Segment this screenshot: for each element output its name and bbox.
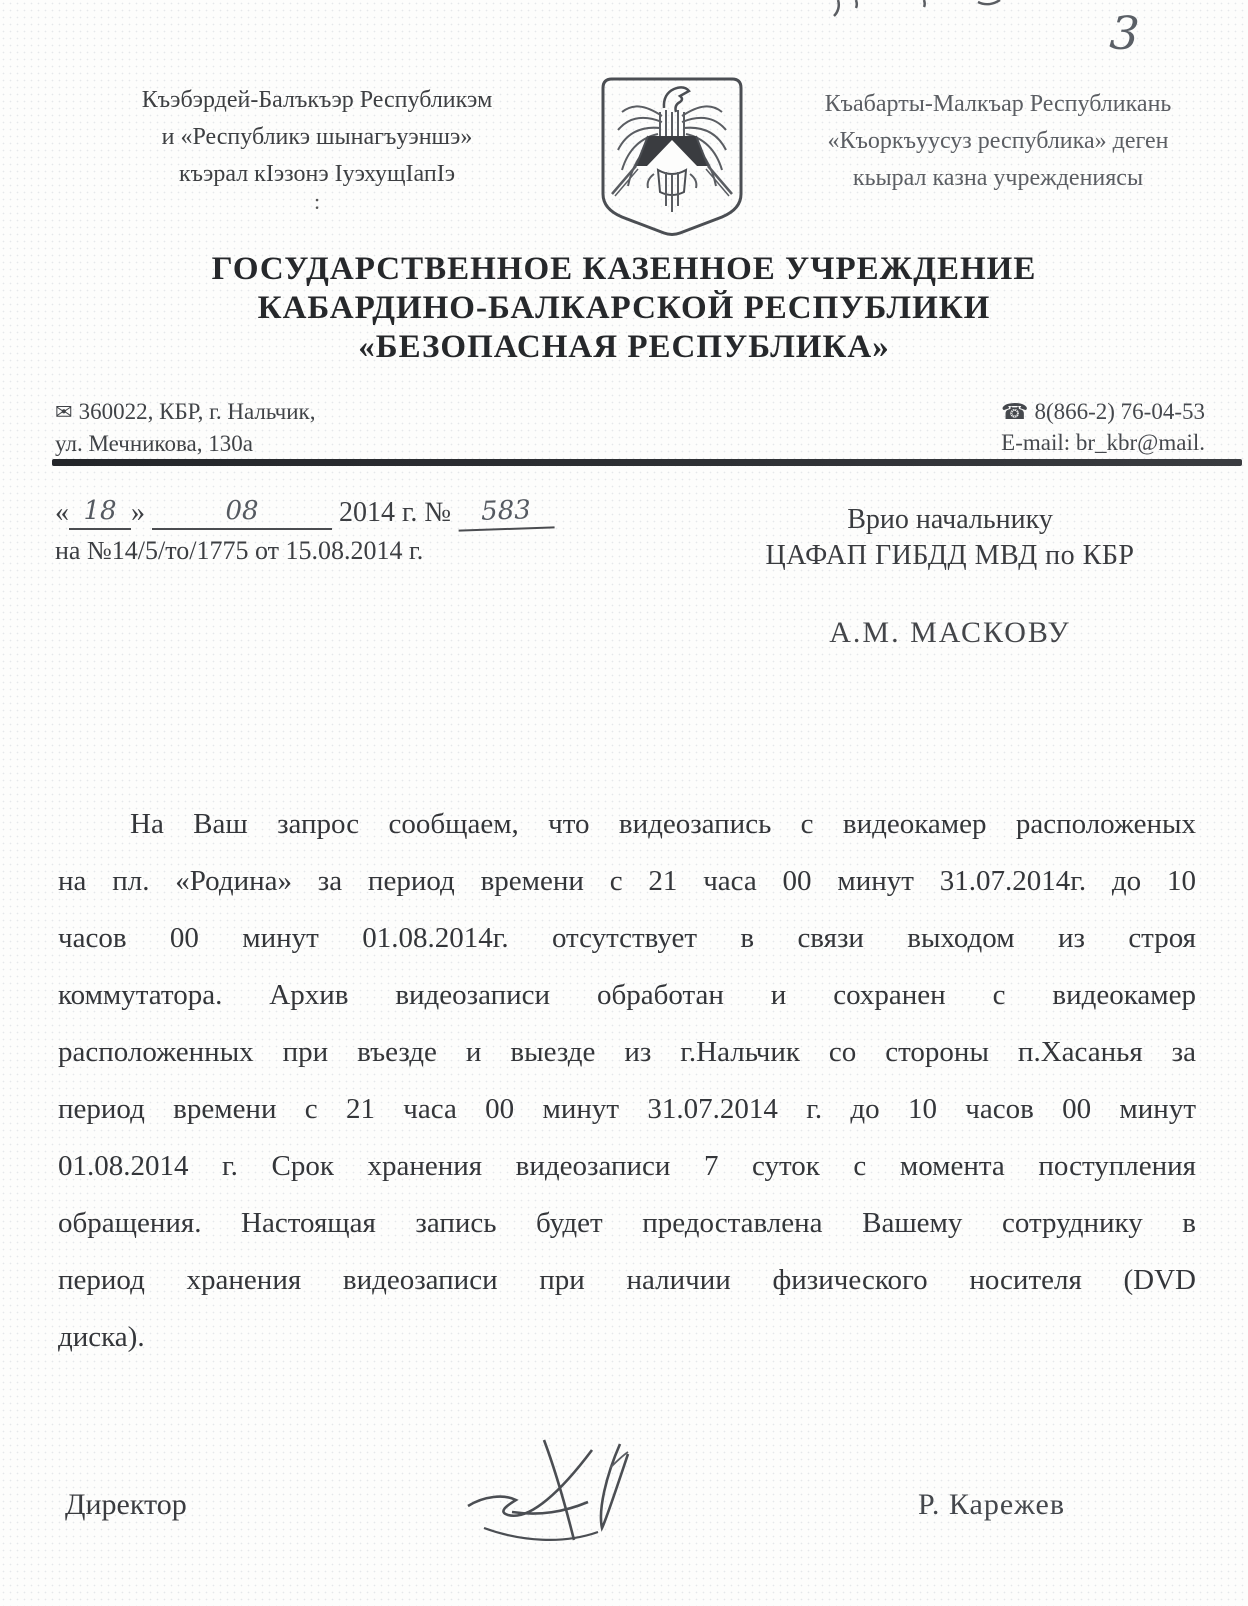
contacts-block bbox=[55, 396, 1205, 459]
reference-block bbox=[55, 496, 655, 568]
title-line2: КАБАРДИНО-БАЛКАРСКОЙ РЕСПУБЛИКИ bbox=[257, 290, 991, 326]
phone-icon: ☎ bbox=[1001, 399, 1029, 424]
org-right-line2: «Къоркъуусуз республика» деген bbox=[827, 128, 1169, 154]
body-line: период хранения видеозаписи при наличии физического носителя (DVD bbox=[58, 1264, 1196, 1296]
body-line: коммутатора. Архив видеозаписи обработан и сохранен с видеокамер bbox=[58, 979, 1196, 1011]
org-left-line1: Къэбэрдей-Балъкъэр Республикэм bbox=[141, 87, 493, 113]
close-quote: » bbox=[131, 497, 145, 528]
phone-number: 8(866-2) 76-04-53 bbox=[1034, 399, 1205, 424]
header-divider-rule bbox=[52, 459, 1242, 466]
envelope-icon: ✉ bbox=[55, 400, 73, 424]
handwritten-month: 08 bbox=[225, 496, 259, 526]
signatory-name: Р. Карежев bbox=[918, 1488, 1065, 1521]
recipient-name: А.М. МАСКОВУ bbox=[829, 616, 1071, 649]
coat-of-arms-emblem bbox=[596, 74, 748, 240]
organization-title bbox=[0, 250, 1248, 367]
phone-email-block bbox=[1001, 396, 1205, 458]
handwritten-signature bbox=[460, 1428, 700, 1568]
handwritten-day: 18 bbox=[83, 496, 117, 526]
body-line: На Ваш запрос сообщаем, что видеозапись с видеокамер расположеных bbox=[130, 808, 1196, 840]
title-line3: «БЕЗОПАСНАЯ РЕСПУБЛИКА» bbox=[358, 329, 890, 365]
body-line: период времени с 21 часа 00 минут 31.07.2014 г. до 10 часов 00 минут bbox=[58, 1093, 1196, 1125]
address-line1: 360022, КБР, г. Нальчик, bbox=[78, 399, 316, 424]
email-address: E-mail: br_kbr@mail. bbox=[1001, 430, 1205, 455]
date-number-line bbox=[55, 496, 655, 532]
recipient-position-line2: ЦАФАП ГИБДД МВД по КБР bbox=[765, 540, 1135, 571]
handwritten-outgoing-number: 583 bbox=[480, 495, 532, 527]
body-line: обращения. Настоящая запись будет предоставлена Вашему сотруднику в bbox=[58, 1207, 1196, 1239]
open-quote: « bbox=[55, 497, 69, 528]
recipient-block bbox=[705, 502, 1195, 650]
body-line: 01.08.2014 г. Срок хранения видеозаписи 7 суток с момента поступления bbox=[58, 1150, 1196, 1182]
reply-to-line: на №14/5/то/1775 от 15.08.2014 г. bbox=[55, 536, 424, 565]
cutoff-handwriting-marks bbox=[828, 0, 1018, 18]
body-line: диска). bbox=[58, 1321, 145, 1353]
org-right-line1: Къабарты-Малкъар Республикань bbox=[824, 91, 1172, 117]
letter-body bbox=[58, 796, 1196, 1366]
body-line: на пл. «Родина» за период времени с 21 часа 00 минут 31.07.2014г. до 10 bbox=[58, 865, 1196, 897]
stray-mark: : bbox=[313, 189, 321, 214]
org-name-kabardian bbox=[62, 82, 572, 214]
org-left-line2: и «Республикэ шынагъуэншэ» bbox=[161, 124, 473, 150]
year-and-number-label: 2014 г. № bbox=[339, 497, 452, 528]
org-right-line3: кьырал казна учреждениясы bbox=[852, 165, 1144, 191]
postal-address bbox=[55, 396, 315, 459]
title-line1: ГОСУДАРСТВЕННОЕ КАЗЕННОЕ УЧРЕЖДЕНИЕ bbox=[211, 251, 1037, 287]
address-line2: ул. Мечникова, 130а bbox=[55, 431, 253, 456]
handwritten-page-number: 3 bbox=[1108, 5, 1142, 61]
recipient-position-line1: Врио начальнику bbox=[847, 504, 1053, 535]
org-name-balkar bbox=[768, 86, 1228, 197]
org-left-line3: къэрал кIэзонэ IуэхущIапIэ bbox=[178, 161, 456, 187]
signatory-position: Директор bbox=[65, 1488, 187, 1521]
body-line: часов 00 минут 01.08.2014г. отсутствует в связи выходом из строя bbox=[58, 922, 1196, 954]
body-line: расположенных при въезде и выезде из г.Нальчик со стороны п.Хасанья за bbox=[58, 1036, 1196, 1068]
